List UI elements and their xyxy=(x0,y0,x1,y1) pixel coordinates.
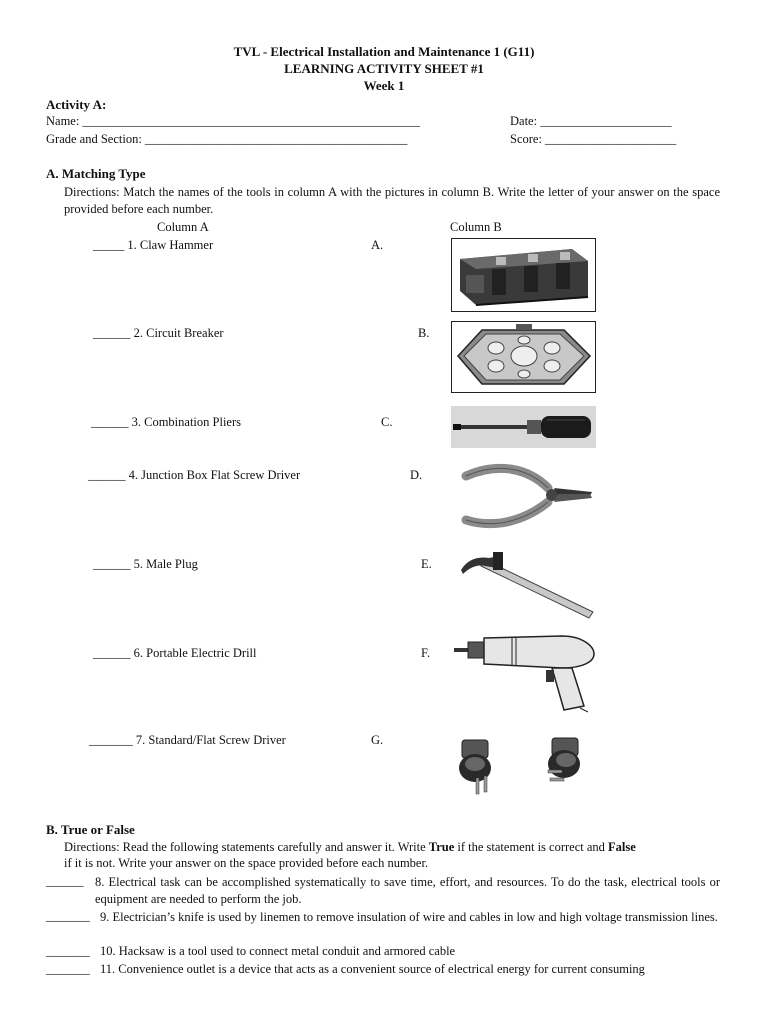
section-a-directions xyxy=(64,184,720,218)
tf-item-9-blank[interactable]: _______ xyxy=(46,909,90,923)
section-b-dir-true: True xyxy=(428,840,455,854)
date-field[interactable]: Date: _____________________ xyxy=(510,114,672,128)
tf-item-11-blank[interactable]: _______ xyxy=(46,962,90,976)
item-1-text[interactable]: _____ 1. Claw Hammer xyxy=(93,238,214,252)
male-plug-image xyxy=(452,728,598,804)
column-a-header: Column A xyxy=(157,220,209,234)
item-letter-e: E. xyxy=(421,557,432,571)
circuit-breaker-image xyxy=(451,238,596,312)
name-field[interactable]: Name: ______________________________________________________ xyxy=(46,114,420,128)
tf-item-8-statement: 8. Electrical task can be accomplished systematically to save time, effort, and resources. To do the task, electrical tools or equipment are needed to perform the job. xyxy=(95,875,720,906)
flat-screwdriver-image xyxy=(451,406,596,448)
claw-hammer-image xyxy=(455,550,597,622)
item-7-text[interactable]: _______ 7. Standard/Flat Screw Driver xyxy=(89,733,286,747)
section-a-title: A. Matching Type xyxy=(46,166,146,181)
section-b-directions xyxy=(64,839,720,856)
section-b-dir-false: False xyxy=(608,840,636,854)
item-6-text[interactable]: ______ 6. Portable Electric Drill xyxy=(93,646,257,660)
tf-item-10-blank[interactable]: _______ xyxy=(46,944,90,958)
item-letter-g: G. xyxy=(371,733,384,747)
section-b-dir-part-3: if it is not. Write your answer on the space provided before each number. xyxy=(64,856,429,870)
header-line-3: Week 1 xyxy=(363,78,405,93)
item-letter-c: C. xyxy=(381,415,393,429)
item-5-text[interactable]: ______ 5. Male Plug xyxy=(93,557,198,571)
item-letter-b: B. xyxy=(418,326,430,340)
tf-item-10-text: 10. Hacksaw is a tool used to connect metal conduit and armored cable xyxy=(100,944,456,958)
combination-pliers-image xyxy=(458,458,598,534)
electric-drill-image xyxy=(452,632,600,714)
section-b-title: B. True or False xyxy=(46,822,135,837)
score-field[interactable]: Score: _____________________ xyxy=(510,132,677,146)
tf-item-8-text xyxy=(95,874,720,908)
tf-item-9-statement: 9. Electrician’s knife is used by linemen to remove insulation of wire and cables in low and high voltage transmission lines. xyxy=(100,910,718,924)
item-letter-f: F. xyxy=(421,646,431,660)
item-3-text[interactable]: ______ 3. Combination Pliers xyxy=(91,415,241,429)
grade-section-field[interactable]: Grade and Section: __________________________________________ xyxy=(46,132,408,146)
tf-item-8-blank[interactable]: ______ xyxy=(46,874,84,888)
tf-item-9-text xyxy=(100,909,720,926)
header-line-1: TVL - Electrical Installation and Maintenance 1 (G11) xyxy=(233,44,535,59)
tf-item-11-text: 11. Convenience outlet is a device that acts as a convenient source of electrical energy for current consuming xyxy=(100,962,645,976)
item-letter-a: A. xyxy=(371,238,384,252)
header-line-2: LEARNING ACTIVITY SHEET #1 xyxy=(284,61,484,76)
item-letter-d: D. xyxy=(410,468,423,482)
activity-label: Activity A: xyxy=(46,97,107,112)
section-b-dir-part-2: if the statement is correct and xyxy=(454,840,609,854)
section-b-dir-part-1: Directions: Read the following statements carefully and answer it. Write xyxy=(64,840,429,854)
column-b-header: Column B xyxy=(450,220,502,234)
item-2-text[interactable]: ______ 2. Circuit Breaker xyxy=(93,326,224,340)
section-a-directions-text: Directions: Match the names of the tools in column A with the pictures in column B. Write the letter of your answer on the space provided before each number. xyxy=(64,185,720,216)
item-4-text[interactable]: ______ 4. Junction Box Flat Screw Driver xyxy=(88,468,301,482)
junction-box-image xyxy=(451,321,596,393)
